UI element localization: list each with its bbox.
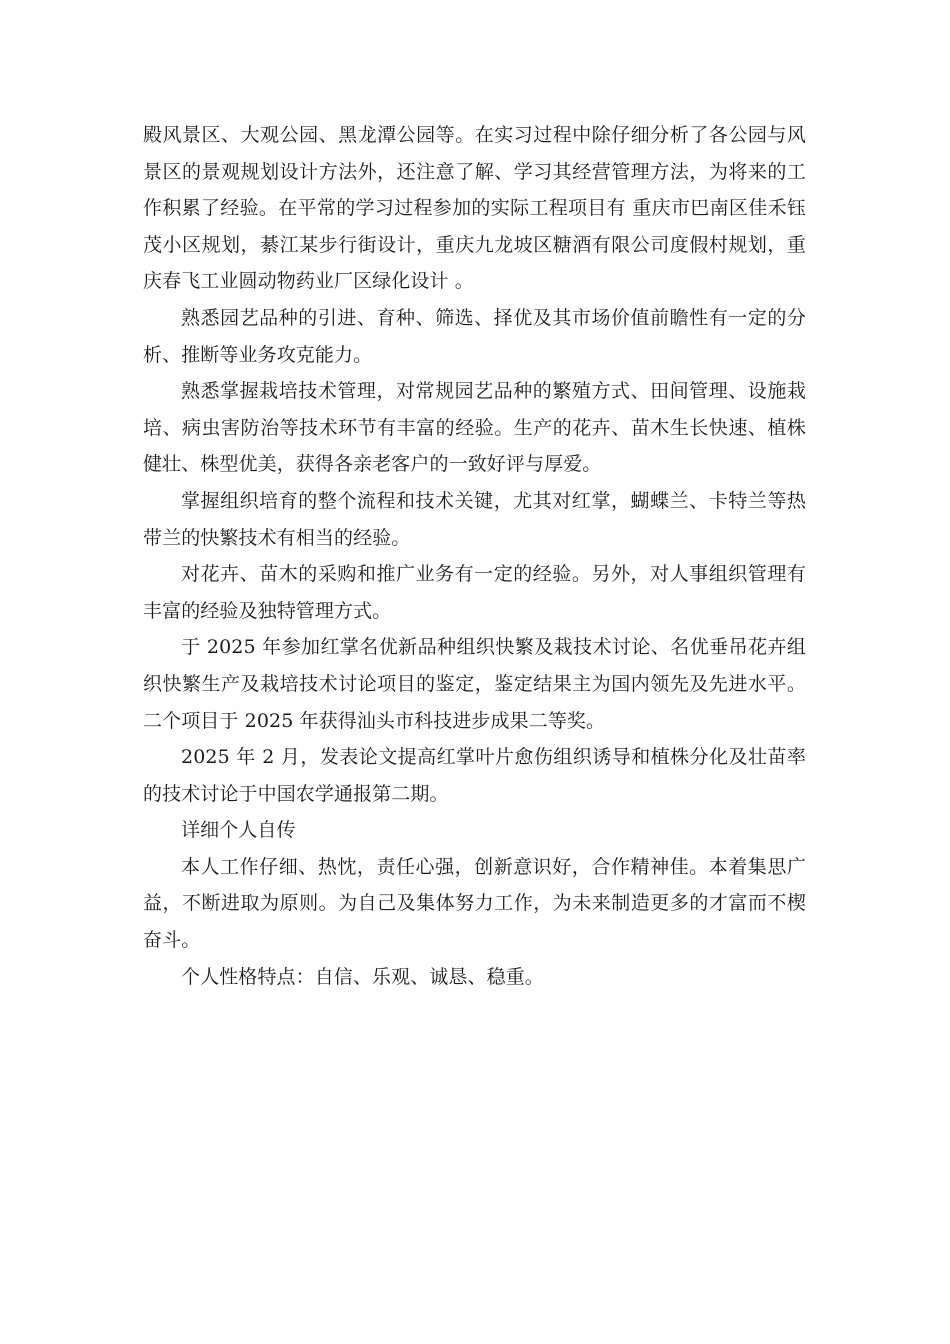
paragraph-tissue-culture: 掌握组织培育的整个流程和技术关键，尤其对红掌，蝴蝶兰、卡特兰等热带兰的快繁技术有相当的经验。: [143, 489, 806, 549]
document-body: [143, 117, 806, 995]
paragraph-variety-analysis: 熟悉园艺品种的引进、育种、筛选、择优及其市场价值前瞻性有一定的分析、推断等业务攻克能力。: [143, 306, 806, 366]
paragraph-procurement: 对花卉、苗木的采购和推广业务有一定的经验。另外，对人事组织管理有丰富的经验及独特管理方式。: [143, 563, 806, 622]
paragraph-personality: 个人性格特点：自信、乐观、诚恳、稳重。: [181, 965, 544, 988]
paragraph-self-description: 本人工作仔细、热忱，责任心强，创新意识好，合作精神佳。本着集思广益，不断进取为原则。为自己及集体努力工作，为未来制造更多的才富而不楔奋斗。: [143, 855, 806, 952]
paragraph-project-award: 于 2025 年参加红掌名优新品种组织快繁及栽技术讨论、名优垂吊花卉组织快繁生产及栽培技术讨论项目的鉴定，鉴定结果主为国内领先及先进水平。二个项目于 2025 年获得汕头市科技进步成果二等奖。: [143, 636, 806, 732]
paragraph-scenic-internship: 殿风景区、大观公园、黑龙潭公园等。在实习过程中除仔细分析了各公园与风景区的景观规划设计方法外，还注意了解、学习其经营管理方法，为将来的工作积累了经验。在平常的学习过程参加的实际工程项目有 重庆市巴南区佳禾钰茂小区规划，綦江某步行街设计，重庆九龙坡区糖酒有限公司度假村规划，重庆春飞工业圆动物药业厂区绿化设计 。: [143, 124, 806, 293]
paragraph-cultivation-management: 熟悉掌握栽培技术管理，对常规园艺品种的繁殖方式、田间管理、设施栽培、病虫害防治等技术环节有丰富的经验。生产的花卉、苗木生长快速、植株健壮、株型优美，获得各亲老客户的一致好评与厚爱。: [143, 380, 806, 476]
section-heading-autobiography: 详细个人自传: [181, 819, 296, 842]
paragraph-publication: 2025 年 2 月，发表论文提高红掌叶片愈伤组织诱导和植株分化及壮苗率的技术讨论于中国农学通报第二期。: [143, 746, 806, 805]
